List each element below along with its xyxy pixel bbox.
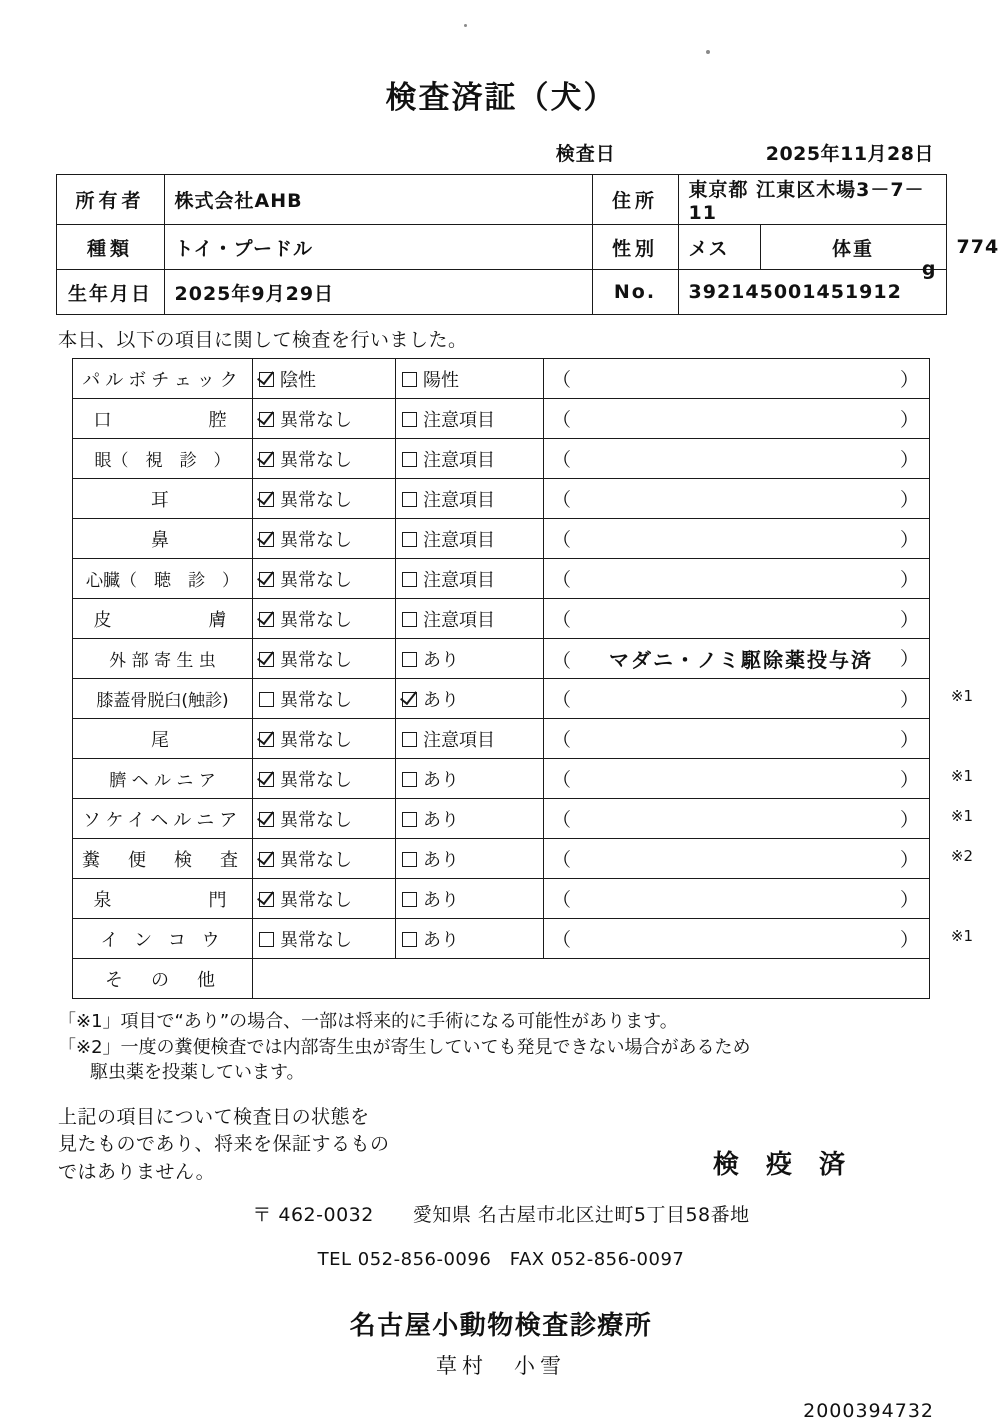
checklist-option-secondary[interactable] — [396, 399, 544, 439]
checklist-option-label: あり — [423, 769, 459, 791]
checklist-option-primary[interactable] — [253, 359, 396, 399]
checkbox-icon[interactable] — [402, 532, 417, 547]
checklist-note-cell[interactable] — [544, 559, 930, 599]
table-row — [73, 399, 930, 439]
paren-close: ） — [899, 369, 919, 391]
paren-close: ） — [899, 489, 919, 511]
table-row — [73, 559, 930, 599]
table-row — [73, 959, 930, 999]
checklist-option-label: 異常なし — [280, 729, 352, 751]
checkbox-checked-icon[interactable] — [259, 892, 274, 907]
checklist-option-secondary[interactable] — [396, 519, 544, 559]
checkbox-icon[interactable] — [402, 852, 417, 867]
checklist-item-label: 泉 門 — [73, 879, 253, 919]
paren-open: （ — [552, 809, 572, 831]
paren-open: （ — [552, 650, 572, 672]
checklist-option-secondary[interactable] — [396, 559, 544, 599]
checklist-option-primary[interactable] — [253, 479, 396, 519]
serial-number: 2000394732 — [803, 1400, 934, 1423]
checklist-item-label: 口 腔 — [73, 399, 253, 439]
paren-close: ） — [899, 648, 919, 670]
checklist-note-cell[interactable] — [544, 479, 930, 519]
table-row — [73, 639, 930, 679]
paren-open: （ — [552, 769, 572, 791]
checkbox-icon[interactable] — [402, 412, 417, 427]
paren-close: ） — [899, 689, 919, 711]
statement-line-2: 見たものであり、将来を保証するもの — [58, 1133, 390, 1156]
checklist-option-secondary[interactable] — [396, 479, 544, 519]
checklist-option-primary[interactable] — [253, 559, 396, 599]
footnote-3: 駆虫薬を投薬しています。 — [90, 1062, 305, 1084]
checklist-option-primary[interactable] — [253, 719, 396, 759]
checklist-table — [72, 358, 973, 999]
table-row — [73, 719, 930, 759]
paren-close: ） — [899, 889, 919, 911]
weight-value: 774 — [956, 236, 1000, 258]
table-row — [56, 225, 946, 270]
paren-open: （ — [552, 449, 572, 471]
statement-line-3: ではありません。 — [58, 1160, 216, 1183]
checklist-option-secondary[interactable] — [396, 359, 544, 399]
checklist-option-label: あり — [423, 689, 459, 711]
checkbox-checked-icon[interactable] — [259, 852, 274, 867]
checklist-option-primary[interactable] — [253, 799, 396, 839]
scan-speck — [706, 50, 710, 54]
clinic-phone: TEL 052-856-0096 FAX 052-856-0097 — [317, 1249, 685, 1271]
checklist-option-primary[interactable] — [253, 599, 396, 639]
checklist-item-label: イ ン コ ウ — [73, 919, 253, 959]
address-value: 東京都 江東区木場3－7－11 — [678, 175, 946, 225]
footnotes — [58, 1009, 1002, 1086]
checklist-option-secondary[interactable] — [396, 679, 544, 719]
paren-open: （ — [552, 689, 572, 711]
checklist-option-label: 異常なし — [280, 849, 352, 871]
checklist-note-cell[interactable] — [544, 719, 930, 759]
checkbox-icon[interactable] — [402, 892, 417, 907]
paren-close: ） — [899, 409, 919, 431]
checklist-option-label: あり — [423, 849, 459, 871]
owner-value: 株式会社AHB — [164, 175, 592, 225]
exam-date-label: 検査日 — [555, 143, 616, 165]
checklist-option-primary[interactable] — [253, 759, 396, 799]
checklist-option-primary[interactable] — [253, 399, 396, 439]
checklist-option-label: 異常なし — [280, 409, 352, 431]
exam-date-value: 2025年11月28日 — [765, 143, 934, 165]
checklist-option-secondary[interactable] — [396, 719, 544, 759]
checkbox-checked-icon[interactable] — [402, 692, 417, 707]
checklist-note-cell[interactable] — [544, 679, 973, 719]
checklist-option-label: 異常なし — [280, 609, 352, 631]
checklist-option-primary[interactable] — [253, 519, 396, 559]
checklist-option-secondary[interactable] — [396, 839, 544, 879]
checklist-note-cell[interactable] — [544, 519, 930, 559]
checkbox-icon[interactable] — [402, 612, 417, 627]
checklist-option-secondary[interactable] — [396, 919, 544, 959]
checkbox-checked-icon[interactable] — [259, 452, 274, 467]
footnote-1: 「※1」項目で“あり”の場合、一部は将来的に手術になる可能性があります。 — [58, 1011, 678, 1032]
checkbox-checked-icon[interactable] — [259, 572, 274, 587]
checklist-option-label: 注意項目 — [423, 409, 495, 431]
checklist-note-text: マダニ・ノミ駆除薬投与済 — [609, 648, 874, 672]
checklist-item-label: 糞 便 検 査 — [73, 839, 253, 879]
checklist-item-label: パルボチェック — [73, 359, 253, 399]
clinic-postal-address: 〒 462-0032 愛知県 名古屋市北区辻町5丁目58番地 — [252, 1204, 750, 1227]
checklist-note-cell[interactable] — [544, 399, 930, 439]
paren-close: ） — [899, 729, 919, 751]
checklist-option-label: 注意項目 — [423, 529, 495, 551]
checklist-option-label: 異常なし — [280, 809, 352, 831]
checklist-item-label: 膝蓋骨脱臼(触診) — [73, 679, 253, 719]
statement — [58, 1104, 1002, 1187]
other-value[interactable] — [253, 959, 930, 999]
table-row — [56, 270, 946, 315]
veterinarian-name: 草村 小雪 — [436, 1354, 566, 1379]
weight-label: 体重 — [760, 225, 946, 270]
footnote-reference: ※1 — [950, 767, 973, 785]
checklist-option-label: あり — [423, 889, 459, 911]
paren-close: ） — [899, 929, 919, 951]
checklist-option-secondary[interactable] — [396, 439, 544, 479]
checkbox-checked-icon[interactable] — [259, 812, 274, 827]
paren-close: ） — [899, 449, 919, 471]
paren-close: ） — [899, 529, 919, 551]
checkbox-icon[interactable] — [402, 652, 417, 667]
checklist-option-label: 陽性 — [423, 369, 459, 391]
checklist-option-primary[interactable] — [253, 679, 396, 719]
checklist-item-label: 鼻 — [73, 519, 253, 559]
checkbox-checked-icon[interactable] — [259, 772, 274, 787]
checklist-option-secondary[interactable] — [396, 599, 544, 639]
checklist-option-secondary[interactable] — [396, 799, 544, 839]
checklist-note-cell[interactable] — [544, 359, 930, 399]
table-row — [73, 879, 930, 919]
paren-open: （ — [552, 849, 572, 871]
checkbox-checked-icon[interactable] — [259, 492, 274, 507]
checklist-option-primary[interactable] — [253, 639, 396, 679]
checkbox-icon[interactable] — [402, 772, 417, 787]
checklist-option-label: 注意項目 — [423, 729, 495, 751]
checkbox-checked-icon[interactable] — [259, 372, 274, 387]
checkbox-icon[interactable] — [402, 812, 417, 827]
footnote-reference: ※2 — [950, 847, 973, 865]
checklist-note-cell[interactable] — [544, 919, 973, 959]
statement-line-1: 上記の項目について検査日の状態を — [58, 1105, 370, 1128]
checkbox-icon[interactable] — [402, 492, 417, 507]
sex-value: メス — [678, 225, 760, 270]
no-label: No. — [592, 270, 678, 315]
checklist-option-secondary[interactable] — [396, 759, 544, 799]
page-title: 検査済証（犬） — [385, 80, 617, 116]
checklist-option-label: 異常なし — [280, 449, 352, 471]
paren-open: （ — [552, 369, 572, 391]
checklist-option-secondary[interactable] — [396, 639, 544, 679]
scan-speck — [464, 24, 467, 27]
table-row — [73, 839, 930, 879]
checkbox-icon[interactable] — [259, 932, 274, 947]
checklist-option-label: 異常なし — [280, 649, 352, 671]
table-row — [73, 519, 930, 559]
owner-label: 所有者 — [56, 175, 164, 225]
birth-value: 2025年9月29日 — [164, 270, 592, 315]
checklist-note-cell[interactable] — [544, 599, 930, 639]
checklist-note-cell[interactable] — [544, 879, 930, 919]
checklist-option-label: 注意項目 — [423, 489, 495, 511]
checkbox-checked-icon[interactable] — [259, 532, 274, 547]
checklist-option-label: 異常なし — [280, 529, 352, 551]
no-value: 392145001451912 — [678, 270, 946, 315]
paren-open: （ — [552, 409, 572, 431]
paren-open: （ — [552, 729, 572, 751]
checklist-note-cell[interactable] — [544, 799, 973, 839]
paren-close: ） — [899, 769, 919, 791]
checkbox-checked-icon[interactable] — [259, 612, 274, 627]
checklist-option-label: 異常なし — [280, 929, 352, 951]
table-row — [73, 679, 930, 719]
paren-open: （ — [552, 569, 572, 591]
checklist-option-label: 異常なし — [280, 889, 352, 911]
checklist-option-label: 陰性 — [280, 369, 316, 391]
table-row — [73, 919, 930, 959]
checkbox-icon[interactable] — [402, 572, 417, 587]
checkbox-checked-icon[interactable] — [259, 652, 274, 667]
clinic-name: 名古屋小動物検査診療所 — [349, 1311, 653, 1342]
checklist-option-label: 注意項目 — [423, 449, 495, 471]
checklist-option-primary[interactable] — [253, 839, 396, 879]
table-row — [73, 439, 930, 479]
paren-close: ） — [899, 849, 919, 871]
checklist-option-label: 注意項目 — [423, 569, 495, 591]
checklist-item-label: 外 部 寄 生 虫 — [73, 639, 253, 679]
table-row — [73, 759, 930, 799]
checklist-option-primary[interactable] — [253, 919, 396, 959]
checklist-item-label: 眼（ 視 診 ） — [73, 439, 253, 479]
checkbox-icon[interactable] — [402, 452, 417, 467]
table-row — [73, 479, 930, 519]
checklist-option-primary[interactable] — [253, 879, 396, 919]
quarantine-stamp: 検 疫 済 — [712, 1149, 854, 1180]
bottom-block — [0, 1104, 1002, 1423]
checklist-note-cell[interactable] — [544, 639, 930, 679]
checklist-note-cell[interactable] — [544, 759, 973, 799]
checklist-option-label: あり — [423, 929, 459, 951]
checklist-note-cell[interactable] — [544, 839, 973, 879]
birth-label: 生年月日 — [56, 270, 164, 315]
checklist-item-label: 皮 膚 — [73, 599, 253, 639]
table-row — [56, 175, 946, 225]
breed-value: トイ・プードル — [164, 225, 592, 270]
footnote-reference: ※1 — [950, 687, 973, 705]
intro-text: 本日、以下の項目に関して検査を行いました。 — [58, 329, 468, 351]
checklist-option-label: 異常なし — [280, 569, 352, 591]
checkbox-icon[interactable] — [259, 692, 274, 707]
paren-close: ） — [899, 569, 919, 591]
checklist-item-label: 心臓（ 聴 診 ） — [73, 559, 253, 599]
paren-open: （ — [552, 889, 572, 911]
paren-open: （ — [552, 609, 572, 631]
checkbox-checked-icon[interactable] — [259, 732, 274, 747]
address-label: 住所 — [592, 175, 678, 225]
paren-open: （ — [552, 529, 572, 551]
checklist-option-label: 異常なし — [280, 689, 352, 711]
paren-open: （ — [552, 489, 572, 511]
checklist-option-label: 異常なし — [280, 489, 352, 511]
exam-date-row — [0, 139, 934, 166]
checklist-option-label: 異常なし — [280, 769, 352, 791]
footnote-reference: ※1 — [950, 807, 973, 825]
paren-open: （ — [552, 929, 572, 951]
checkbox-icon[interactable] — [402, 732, 417, 747]
table-row — [73, 359, 930, 399]
checklist-option-secondary[interactable] — [396, 879, 544, 919]
footnote-2: 「※2」一度の糞便検査では内部寄生虫が寄生していても発見できない場合があるため — [58, 1036, 751, 1058]
checklist-item-label: ソケイヘルニア — [73, 799, 253, 839]
checkbox-icon[interactable] — [402, 932, 417, 947]
checklist-option-label: あり — [423, 809, 459, 831]
table-row — [73, 799, 930, 839]
other-label: そ の 他 — [73, 959, 253, 999]
paren-close: ） — [899, 609, 919, 631]
checklist-option-label: 注意項目 — [423, 609, 495, 631]
checklist-item-label: 尾 — [73, 719, 253, 759]
paren-close: ） — [899, 809, 919, 831]
checklist-item-label: 臍 ヘ ル ニ ア — [73, 759, 253, 799]
checkbox-icon[interactable] — [402, 372, 417, 387]
sex-label: 性別 — [592, 225, 678, 270]
checklist-option-label: あり — [423, 649, 459, 671]
footnote-reference: ※1 — [950, 927, 973, 945]
checklist-item-label: 耳 — [73, 479, 253, 519]
table-row — [73, 599, 930, 639]
checklist-note-cell[interactable] — [544, 439, 930, 479]
checkbox-checked-icon[interactable] — [259, 412, 274, 427]
weight-unit: g — [921, 258, 937, 280]
checklist-option-primary[interactable] — [253, 439, 396, 479]
owner-info-table — [56, 174, 1000, 315]
breed-label: 種類 — [56, 225, 164, 270]
